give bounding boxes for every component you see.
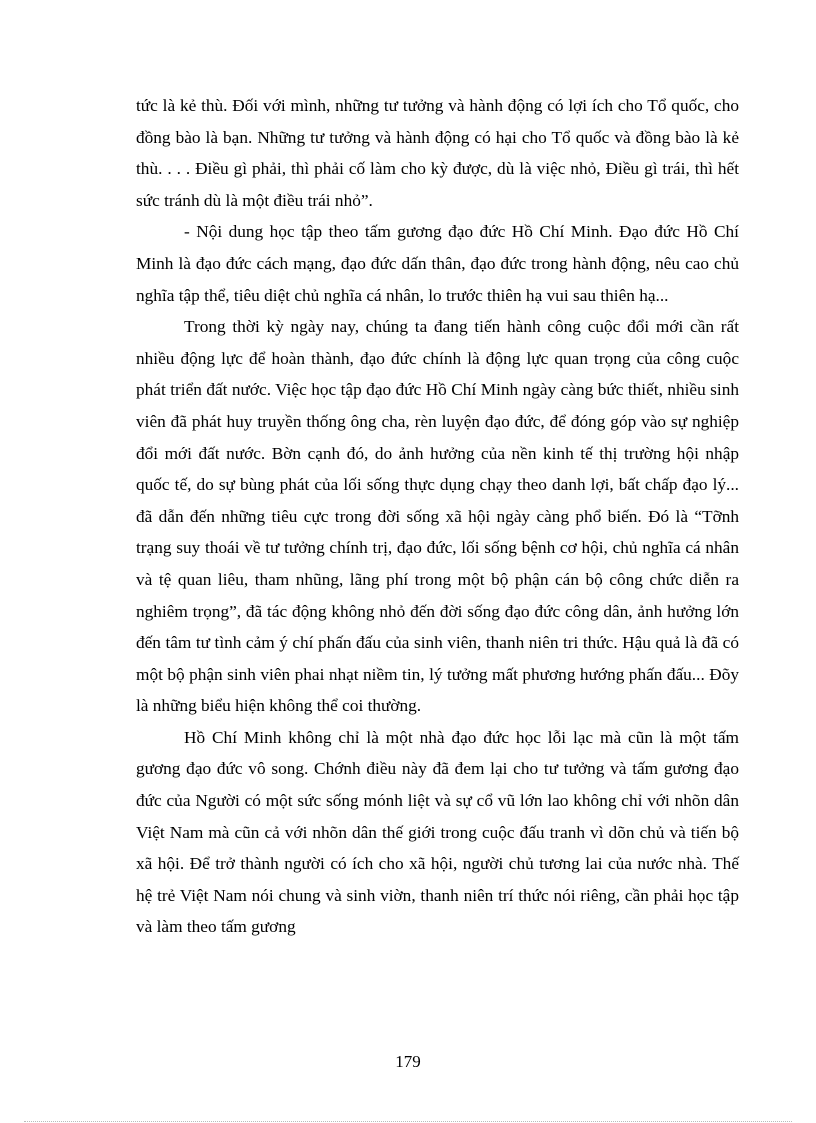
paragraph: tức là kẻ thù. Đối với mình, những tư tưởng và hành động có lợi ích cho Tổ quốc, cho đồng bào là bạn. Những tư tưởng và hành động có hại cho Tổ quốc và đồng bào là kẻ thù. . . . Điều gì phải, thì phải cố làm cho kỳ được, dù là việc nhỏ, Điều gì trái, thì hết sức tránh dù là một điều trái nhỏ”. [136, 96, 739, 210]
paragraph: Hồ Chí Minh không chỉ là một nhà đạo đức học lỗi lạc mà cũn là một tấm gương đạo đức vô song. Chớnh điều này đã đem lại cho tư tưởng và tấm gương đạo đức của Người có một sức sống mónh liệt và sự cổ vũ lớn lao không chỉ với nhõn dân Việt Nam mà cũn cả với nhõn dân thế giới trong cuộc đấu tranh vì dõn chủ và tiến bộ xã hội. Để trở thành người có ích cho xã hội, người chủ tương lai của nước nhà. Thế hệ trẻ Việt Nam nói chung và sinh viờn, thanh niên trí thức nói riêng, cần phải học tập và làm theo tấm gương [136, 727, 739, 937]
page-number: 179 [395, 1052, 421, 1071]
page-edge-divider [24, 1121, 792, 1122]
page-body [136, 90, 739, 943]
paragraph: Trong thời kỳ ngày nay, chúng ta đang tiến hành công cuộc đổi mới cần rất nhiều động lực để hoàn thành, đạo đức chính là động lực quan trọng của công cuộc phát triển đất nước. Việc học tập đạo đức Hồ Chí Minh ngày càng bức thiết, nhiều sinh viên đã phát huy truyền thống ông cha, rèn luyện đạo đức, để đóng góp vào sự nghiệp đổi mới đất nước. Bờn cạnh đó, do ảnh hưởng của nền kinh tế thị trường hội nhập quốc tế, do sự bùng phát của lối sống thực dụng chạy theo danh lợi, bất chấp đạo lý... đã dẫn đến những tiêu cực trong đời sống xã hội ngày càng phổ biến. Đó là “Tỡnh trạng suy thoái về tư tưởng chính trị, đạo đức, lối sống bệnh cơ hội, chủ nghĩa cá nhân và tệ quan liêu, tham nhũng, lãng phí trong một bộ phận cán bộ công chức diễn ra nghiêm trọng”, đã tác động không nhỏ đến đời sống đạo đức công dân, ảnh hưởng lớn đến tâm tư tình cảm ý chí phấn đấu của sinh viên, thanh niên tri thức. Hậu quả là đã có một bộ phận sinh viên phai nhạt niềm tin, lý tưởng mất phương hướng phấn đấu... Đõy là những biểu hiện không thể coi thường. [136, 317, 739, 716]
paragraph: - Nội dung học tập theo tấm gương đạo đức Hồ Chí Minh. Đạo đức Hồ Chí Minh là đạo đức cách mạng, đạo đức dấn thân, đạo đức trong hành động, nêu cao chủ nghĩa tập thể, tiêu diệt chủ nghĩa cá nhân, lo trước thiên hạ vui sau thiên hạ... [136, 222, 739, 305]
